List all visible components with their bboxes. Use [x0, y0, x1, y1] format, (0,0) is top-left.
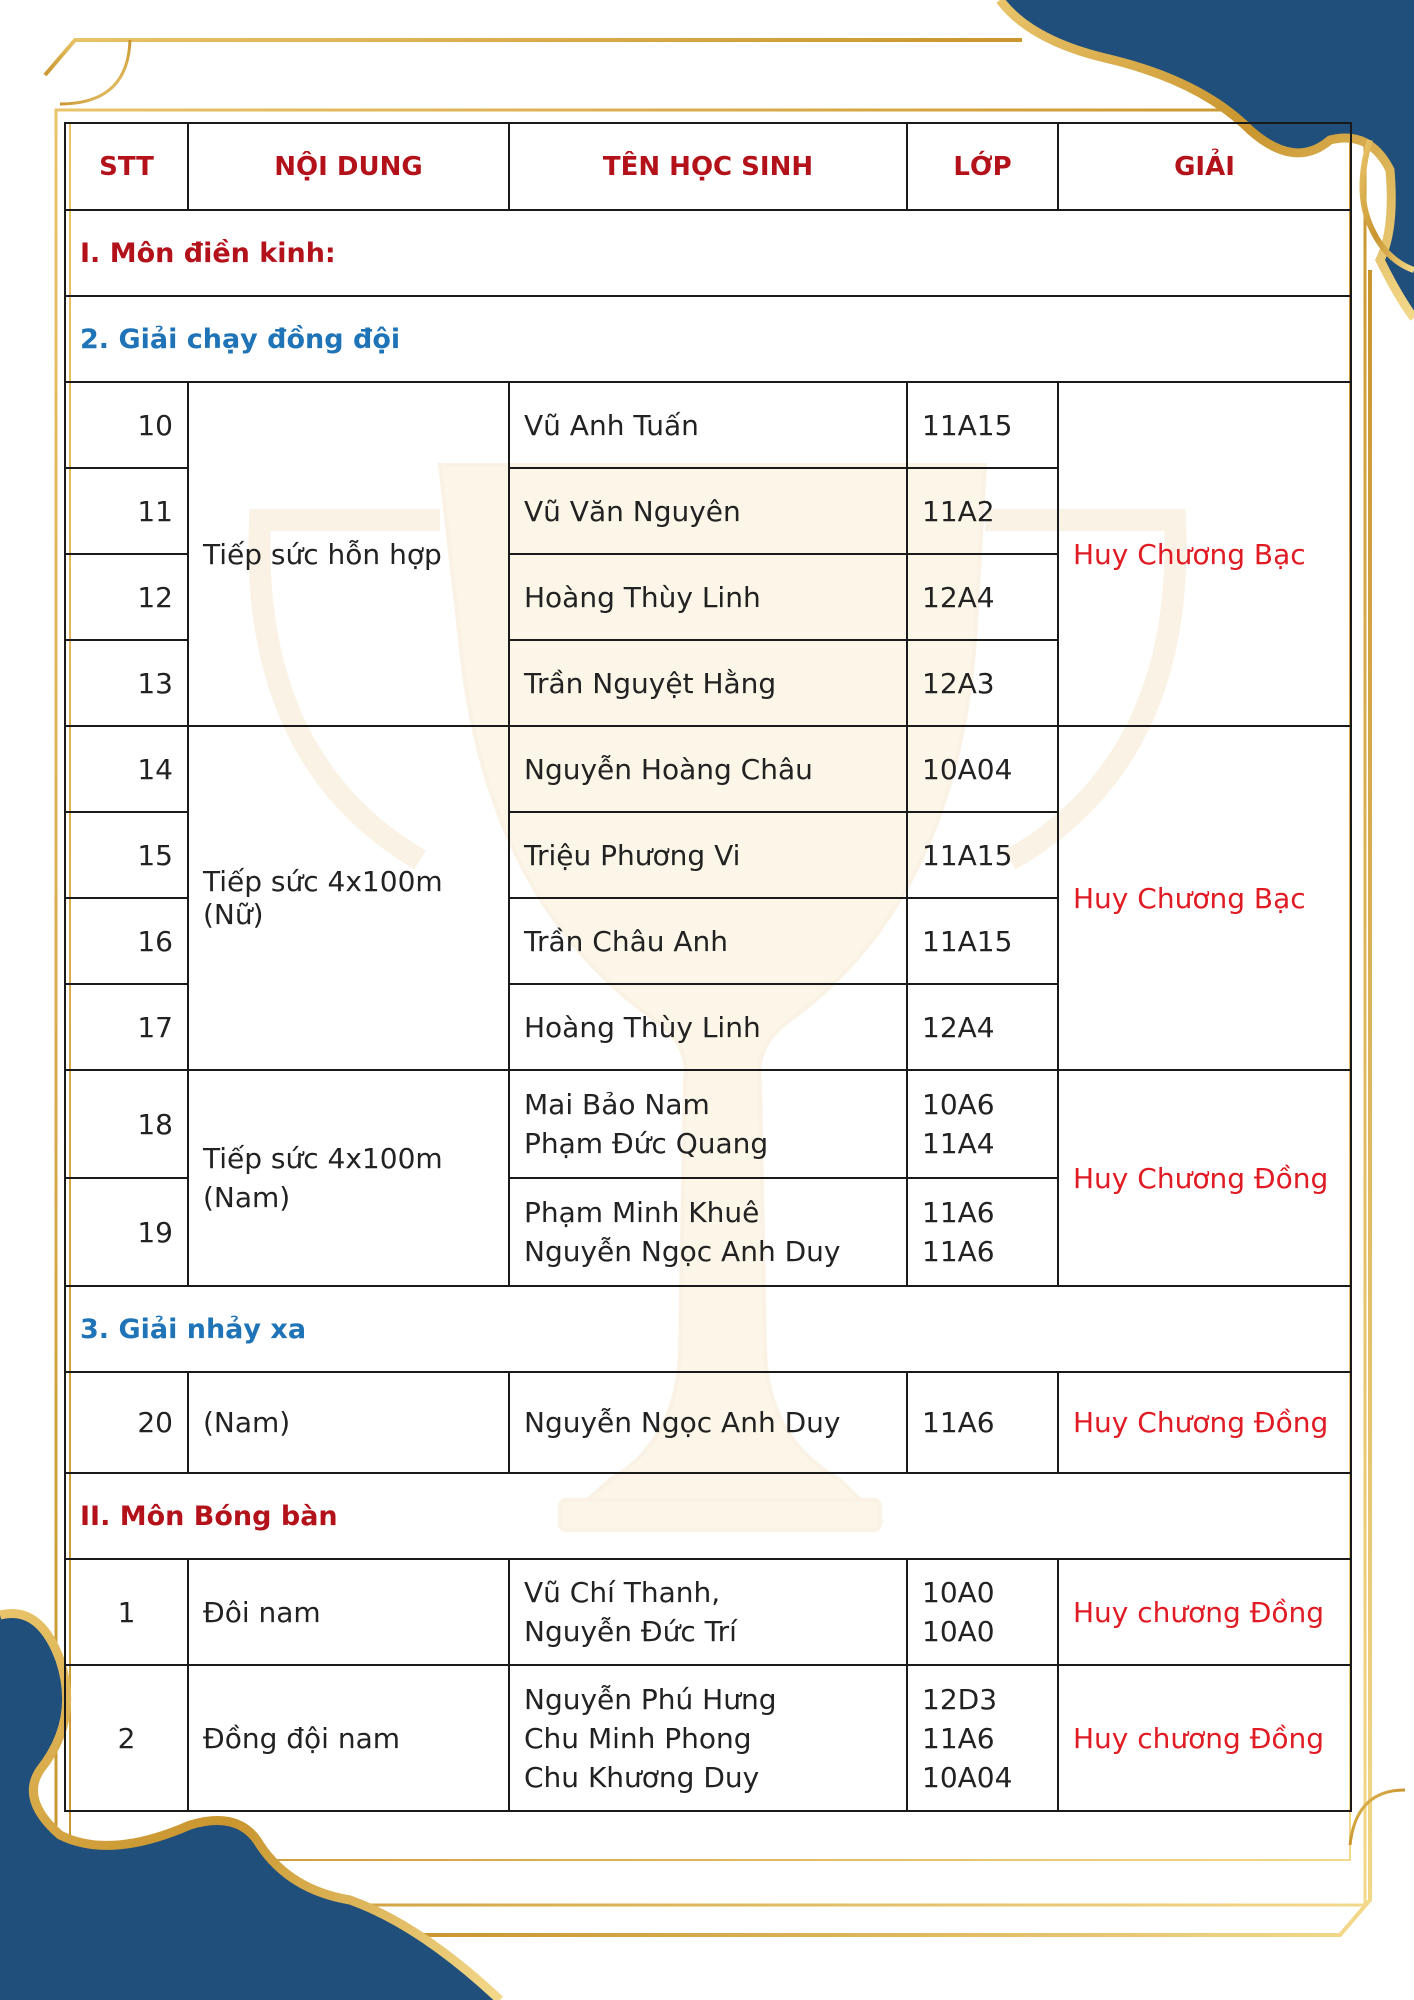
header-student-name: TÊN HỌC SINH	[509, 123, 907, 210]
header-row	[65, 123, 1351, 210]
class-cell: 12A4	[907, 984, 1058, 1070]
section-title: I. Môn điền kinh:	[65, 210, 1351, 296]
class-cell: 12A4	[907, 554, 1058, 640]
class-cell: 12D3 11A6 10A04	[907, 1665, 1058, 1811]
student-name-cell: Trần Nguyệt Hằng	[509, 640, 907, 726]
event-cell: (Nam)	[188, 1372, 509, 1473]
prize-cell: Huy Chương Đồng	[1058, 1372, 1351, 1473]
stt-cell: 11	[65, 468, 188, 554]
header-stt: STT	[65, 123, 188, 210]
class-cell: 11A15	[907, 898, 1058, 984]
student-name-cell: Vũ Anh Tuấn	[509, 382, 907, 468]
class-cell: 11A6 11A6	[907, 1178, 1058, 1286]
prize-cell: Huy Chương Bạc	[1058, 382, 1351, 726]
table-row	[65, 726, 1351, 812]
stt-cell: 15	[65, 812, 188, 898]
table-row	[65, 1372, 1351, 1473]
subsection-title: 3. Giải nhảy xa	[65, 1286, 1351, 1372]
class-cell: 10A6 11A4	[907, 1070, 1058, 1178]
stt-cell: 17	[65, 984, 188, 1070]
event-cell: Đồng đội nam	[188, 1665, 509, 1811]
prize-cell: Huy chương Đồng	[1058, 1559, 1351, 1665]
stt-cell: 14	[65, 726, 188, 812]
prize-cell: Huy Chương Đồng	[1058, 1070, 1351, 1286]
stt-cell: 18	[65, 1070, 188, 1178]
student-name-cell: Vũ Văn Nguyên	[509, 468, 907, 554]
student-name-cell: Vũ Chí Thanh, Nguyễn Đức Trí	[509, 1559, 907, 1665]
stt-cell: 13	[65, 640, 188, 726]
awards-table	[64, 122, 1352, 1812]
header-event: NỘI DUNG	[188, 123, 509, 210]
class-cell: 11A6	[907, 1372, 1058, 1473]
table-row	[65, 1559, 1351, 1665]
student-name-cell: Hoàng Thùy Linh	[509, 554, 907, 640]
student-name-cell: Trần Châu Anh	[509, 898, 907, 984]
class-cell: 12A3	[907, 640, 1058, 726]
student-name-cell: Triệu Phương Vi	[509, 812, 907, 898]
student-name-cell: Mai Bảo Nam Phạm Đức Quang	[509, 1070, 907, 1178]
student-name-cell: Phạm Minh Khuê Nguyễn Ngọc Anh Duy	[509, 1178, 907, 1286]
table-row	[65, 1665, 1351, 1811]
stt-cell: 12	[65, 554, 188, 640]
class-cell: 11A2	[907, 468, 1058, 554]
student-name-cell: Nguyễn Hoàng Châu	[509, 726, 907, 812]
stt-cell: 19	[65, 1178, 188, 1286]
class-cell: 10A0 10A0	[907, 1559, 1058, 1665]
class-cell: 11A15	[907, 382, 1058, 468]
subsection-title: 2. Giải chạy đồng đội	[65, 296, 1351, 382]
class-cell: 10A04	[907, 726, 1058, 812]
header-class: LỚP	[907, 123, 1058, 210]
student-name-cell: Nguyễn Phú Hưng Chu Minh Phong Chu Khương Duy	[509, 1665, 907, 1811]
table-row	[65, 382, 1351, 468]
student-name-cell: Hoàng Thùy Linh	[509, 984, 907, 1070]
class-cell: 11A15	[907, 812, 1058, 898]
stt-cell: 16	[65, 898, 188, 984]
event-cell: Tiếp sức 4x100m (Nữ)	[188, 726, 509, 1070]
stt-cell: 20	[65, 1372, 188, 1473]
event-cell: Tiếp sức hỗn hợp	[188, 382, 509, 726]
stt-cell: 2	[65, 1665, 188, 1811]
section-title: II. Môn Bóng bàn	[65, 1473, 1351, 1559]
prize-cell: Huy Chương Bạc	[1058, 726, 1351, 1070]
prize-cell: Huy chương Đồng	[1058, 1665, 1351, 1811]
header-prize: GIẢI	[1058, 123, 1351, 210]
stt-cell: 1	[65, 1559, 188, 1665]
student-name-cell: Nguyễn Ngọc Anh Duy	[509, 1372, 907, 1473]
table-row	[65, 1070, 1351, 1178]
event-cell: Tiếp sức 4x100m (Nam)	[188, 1070, 509, 1286]
stt-cell: 10	[65, 382, 188, 468]
event-cell: Đôi nam	[188, 1559, 509, 1665]
